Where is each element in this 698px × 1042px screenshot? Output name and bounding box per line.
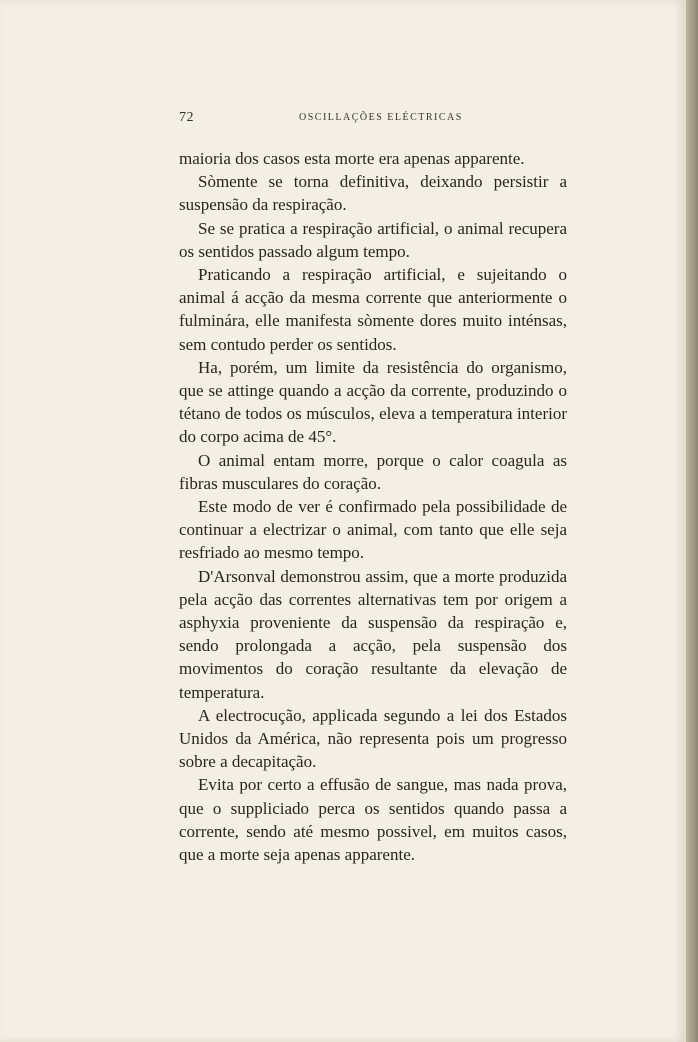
page-edge-shadow (686, 0, 698, 1042)
paragraph: A electrocução, applicada segundo a lei dos Estados Unidos da América, não representa pois um progresso sobre a decapitação. (179, 705, 567, 772)
paragraph: maioria dos casos esta morte era apenas apparente. (179, 149, 525, 168)
page-header (179, 110, 567, 130)
running-title: OSCILLAÇÕES ELÉCTRICAS (299, 112, 463, 123)
paragraph: Ha, porém, um limite da resistência do organismo, que se attinge quando a acção da corrente, produzindo o tétano de todos os músculos, eleva a temperatura interior do corpo acima de 45°. (179, 357, 567, 447)
page-number: 72 (179, 110, 194, 125)
paragraph: D'Arsonval demonstrou assim, que a morte produzida pela acção das correntes alternativas tem por origem a asphyxia proveniente da suspensão da respiração e, sendo prolongada a acção, pela suspensão dos movimentos do coração resultante da elevação de temperatura. (179, 566, 567, 702)
paragraph: Praticando a respiração artificial, e sujeitando o animal á acção da mesma corrente que anteriormente o fulminára, elle manifesta sòmente dores muito inténsas, sem contudo perder os sentidos. (179, 265, 567, 354)
paragraph: Sòmente se torna definitiva, deixando persistir a suspensão da respiração. (179, 172, 567, 215)
paragraph: Evita por certo a effusão de sangue, mas nada prova, que o suppliciado perca os sentidos quando passa a corrente, sendo até mesmo possivel, em muitos casos, que a morte seja apenas apparente. (179, 775, 567, 865)
paragraph: Se se pratica a respiração artificial, o animal recupera os sentidos passado algum tempo. (179, 218, 567, 261)
paragraph: O animal entam morre, porque o calor coagula as fibras musculares do coração. (179, 450, 567, 493)
paragraph: Este modo de ver é confirmado pela possibilidade de continuar a electrizar o animal, com tanto que elle seja resfriado ao mesmo tempo. (179, 497, 567, 563)
body-text (179, 147, 567, 866)
